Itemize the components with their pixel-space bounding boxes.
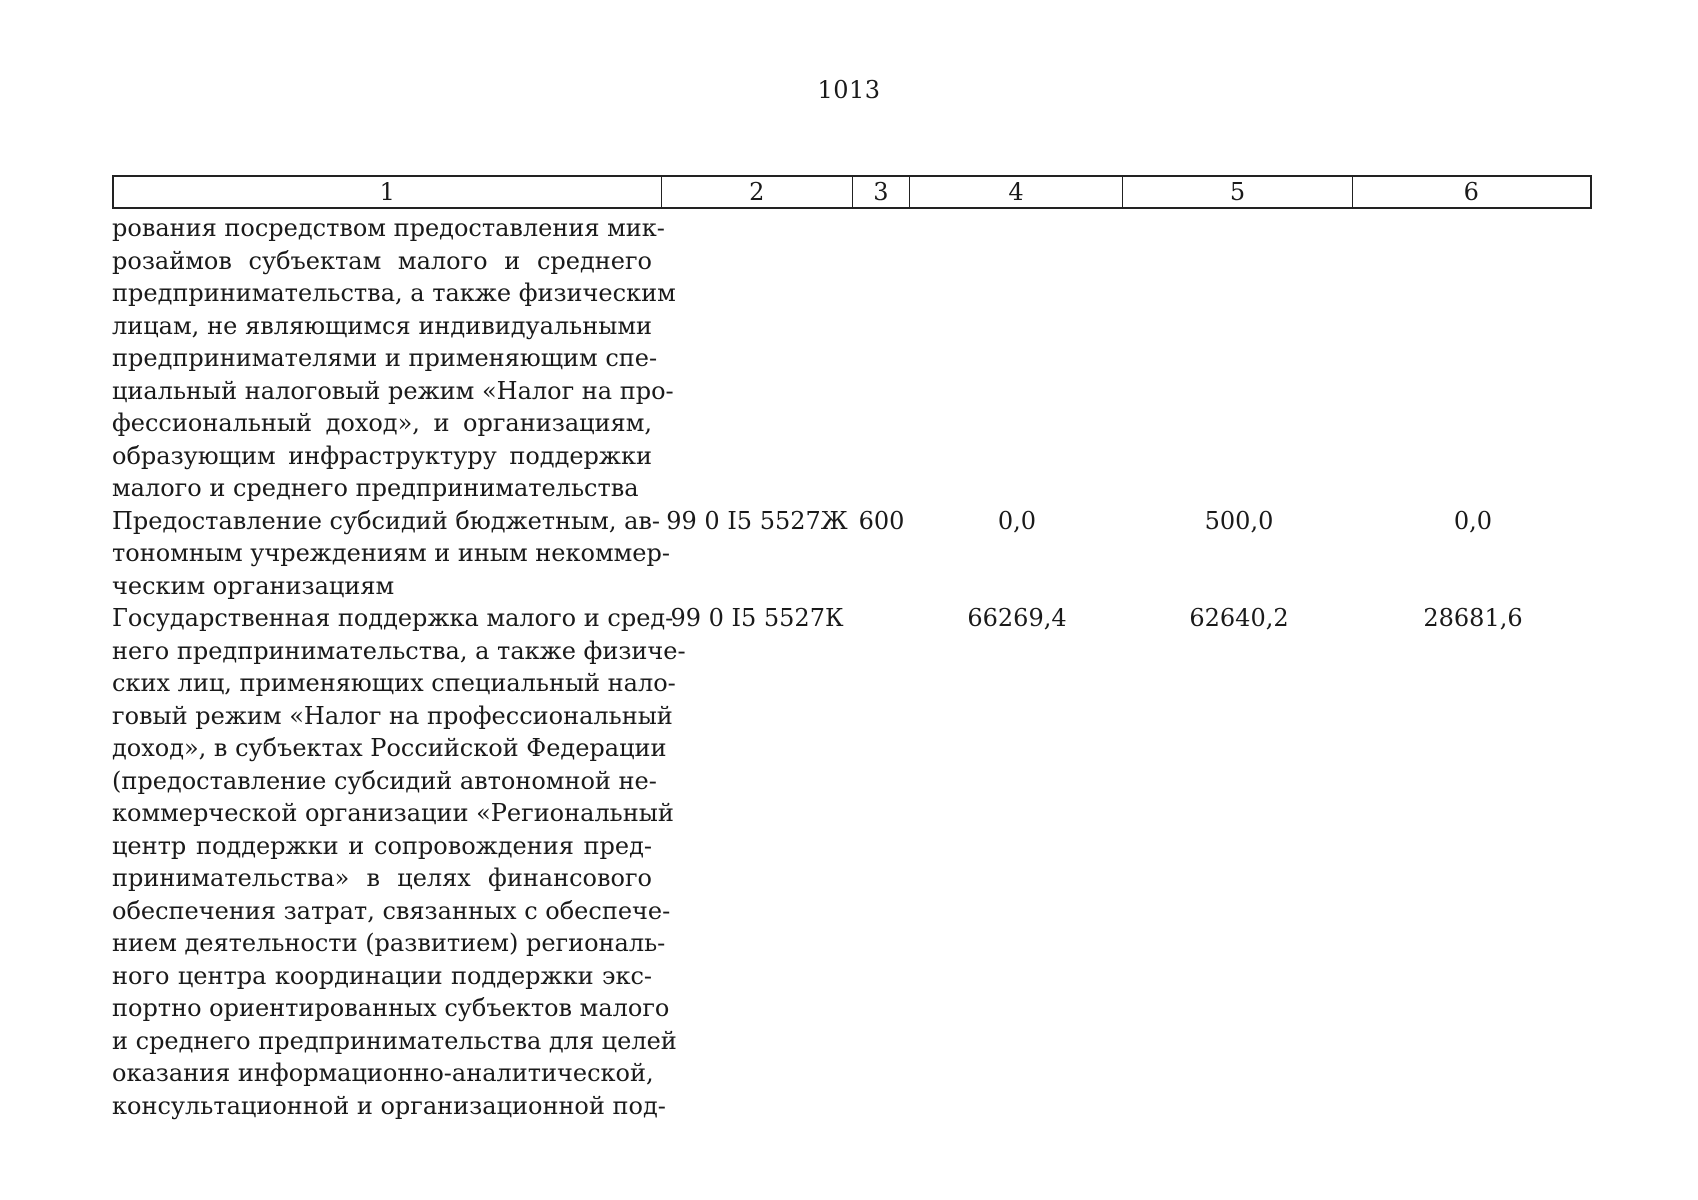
description-line: него предпринимательства, а также физиче- — [112, 636, 686, 665]
row-value-5: 500,0 — [1204, 506, 1274, 535]
description-line: коммерческой организации «Региональный — [112, 799, 674, 827]
description-line: ческим организациям — [112, 571, 395, 600]
table-row — [112, 212, 1592, 505]
row-code — [661, 212, 853, 505]
description-line: (предоставление субсидий автономной не- — [112, 766, 657, 795]
header-col-5: 5 — [1123, 177, 1352, 207]
row-value-6 — [1354, 212, 1592, 505]
row-value-4: 66269,4 — [967, 604, 1067, 632]
row-value-5 — [1124, 212, 1354, 505]
header-col-3: 3 — [853, 177, 910, 207]
description-line: предпринимателями и применяющим спе- — [112, 344, 658, 372]
page-number: 1013 — [817, 76, 881, 104]
description-line: центр поддержки и сопровождения пред- — [112, 831, 652, 860]
description-line: нием деятельности (развитием) региональ- — [112, 929, 666, 957]
description-line: розаймов субъектам малого и среднего — [112, 246, 652, 275]
row-code: 99 0 I5 5527К — [670, 604, 844, 632]
description-line: малого и среднего предпринимательства — [112, 474, 639, 502]
description-line: ного центра координации поддержки экс- — [112, 961, 652, 990]
table-header-row — [112, 175, 1592, 209]
description-line: Предоставление субсидий бюджетным, ав- — [112, 506, 661, 535]
header-col-6: 6 — [1463, 178, 1479, 206]
row-description — [112, 602, 686, 1122]
description-line: рования посредством предоставления мик- — [112, 214, 665, 242]
row-value-4 — [910, 212, 1124, 505]
row-description — [112, 212, 676, 505]
description-line: предпринимательства, а также физическим — [112, 279, 676, 307]
header-col-4: 4 — [910, 177, 1123, 207]
row-value-6: 28681,6 — [1423, 604, 1523, 632]
row-value-5: 62640,2 — [1189, 604, 1289, 632]
description-line: обеспечения затрат, связанных с обеспече- — [112, 896, 671, 925]
description-line: лицам, не являющимся индивидуальными — [112, 311, 652, 340]
row-type — [853, 212, 910, 505]
table-row — [112, 602, 1592, 1122]
description-line: оказания информационно-аналитической, — [112, 1059, 654, 1087]
header-col-1: 1 — [114, 177, 662, 207]
header-col-2: 2 — [662, 177, 853, 207]
description-line: консультационной и организационной под- — [112, 1091, 666, 1120]
description-line: и среднего предпринимательства для целей — [112, 1026, 677, 1055]
description-line: говый режим «Налог на профессиональный — [112, 701, 673, 730]
description-line: фессиональный доход», и организациям, — [112, 409, 652, 437]
description-line: портно ориентированных субъектов малого — [112, 994, 670, 1022]
description-line: циальный налоговый режим «Налог на про- — [112, 376, 674, 405]
row-value-4: 0,0 — [997, 506, 1037, 535]
description-line: доход», в субъектах Российской Федерации — [112, 734, 667, 762]
row-type — [853, 602, 910, 1122]
table-row — [112, 505, 1592, 603]
row-code: 99 0 I5 5527Ж — [666, 506, 848, 535]
row-value-6: 0,0 — [1453, 506, 1493, 535]
description-line: принимательства» в целях финансового — [112, 864, 652, 892]
description-line: Государственная поддержка малого и сред- — [112, 604, 674, 632]
row-description — [112, 505, 670, 603]
description-line: ских лиц, применяющих специальный нало- — [112, 669, 676, 697]
table-body — [112, 212, 1592, 1122]
row-type: 600 — [858, 506, 905, 535]
description-line: тономным учреждениям и иным некоммер- — [112, 539, 670, 567]
description-line: образующим инфраструктуру поддержки — [112, 441, 652, 470]
